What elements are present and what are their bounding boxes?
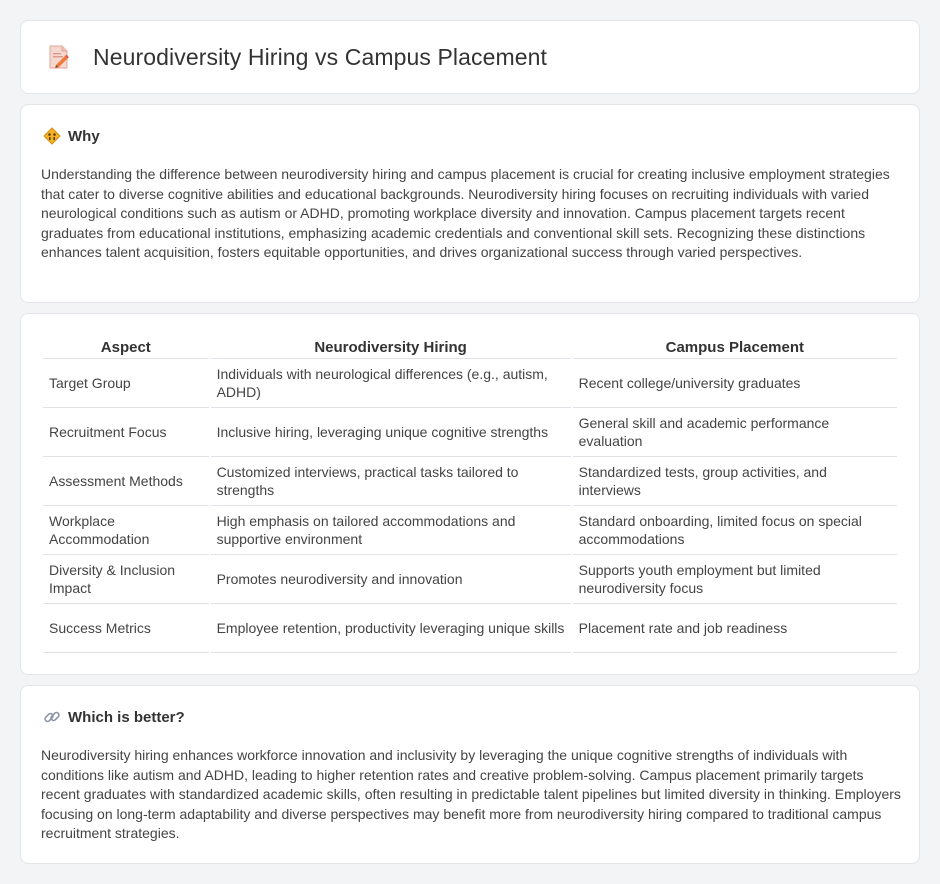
aspect-cell: Assessment Methods	[43, 457, 209, 506]
comparison-section	[20, 313, 920, 675]
warning-sign-icon	[43, 127, 61, 145]
page-title: Neurodiversity Hiring vs Campus Placement	[93, 43, 548, 70]
aspect-cell: Workplace Accommodation	[43, 506, 209, 555]
comparison-table	[41, 334, 899, 653]
campus-cell: General skill and academic performance evaluation	[573, 408, 897, 457]
neurodiversity-cell: Individuals with neurological differences (e.g., autism, ADHD)	[211, 359, 571, 408]
aspect-cell: Recruitment Focus	[43, 408, 209, 457]
campus-cell: Placement rate and job readiness	[573, 604, 897, 653]
table-row	[43, 457, 897, 506]
title-card	[20, 20, 920, 94]
campus-cell: Standardized tests, group activities, and interviews	[573, 457, 897, 506]
table-row	[43, 359, 897, 408]
table-row	[43, 408, 897, 457]
why-section	[20, 104, 920, 303]
campus-cell: Standard onboarding, limited focus on special accommodations	[573, 506, 897, 555]
aspect-cell: Diversity & Inclusion Impact	[43, 555, 209, 604]
why-body: Understanding the difference between neurodiversity hiring and campus placement is crucial for creating inclusive employment strategies that cater to diverse cognitive abilities and educational backgrounds. Neurodiversity hiring focuses on recruiting individuals with varied neurological conditions such as autism or ADHD, promoting workplace diversity and innovation. Campus placement targets recent graduates from educational institutions, emphasizing academic credentials and conventional skill sets. Recognizing these distinctions enhances talent acquisition, fosters equitable opportunities, and drives organizational success through varied perspectives.	[41, 166, 890, 260]
neurodiversity-cell: Employee retention, productivity leveraging unique skills	[211, 604, 571, 653]
aspect-cell: Success Metrics	[43, 604, 209, 653]
neurodiversity-cell: Promotes neurodiversity and innovation	[211, 555, 571, 604]
better-body: Neurodiversity hiring enhances workforce innovation and inclusivity by leveraging the unique cognitive strengths of individuals with conditions like autism and ADHD, leading to higher retention rates and creative problem-solving. Campus placement primarily targets recent graduates with standardized academic skills, often resulting in predictable talent pipelines but limited diversity in thinking. Employers focusing on long-term adaptability and diverse perspectives may benefit more from neurodiversity hiring compared to traditional campus recruitment strategies.	[41, 747, 901, 841]
campus-cell: Supports youth employment but limited neurodiversity focus	[573, 555, 897, 604]
column-header: Neurodiversity Hiring	[211, 334, 571, 359]
table-row	[43, 555, 897, 604]
why-heading: Why	[68, 127, 100, 145]
aspect-cell: Target Group	[43, 359, 209, 408]
neurodiversity-cell: Customized interviews, practical tasks tailored to strengths	[211, 457, 571, 506]
table-row	[43, 506, 897, 555]
table-row	[43, 604, 897, 653]
which-is-better-section	[20, 685, 920, 864]
link-icon	[43, 708, 61, 726]
neurodiversity-cell: High emphasis on tailored accommodations and supportive environment	[211, 506, 571, 555]
column-header: Aspect	[43, 334, 209, 359]
document-pencil-icon	[47, 44, 71, 70]
neurodiversity-cell: Inclusive hiring, leveraging unique cognitive strengths	[211, 408, 571, 457]
better-heading: Which is better?	[68, 708, 185, 726]
column-header: Campus Placement	[573, 334, 897, 359]
campus-cell: Recent college/university graduates	[573, 359, 897, 408]
table-header-row	[43, 334, 897, 359]
